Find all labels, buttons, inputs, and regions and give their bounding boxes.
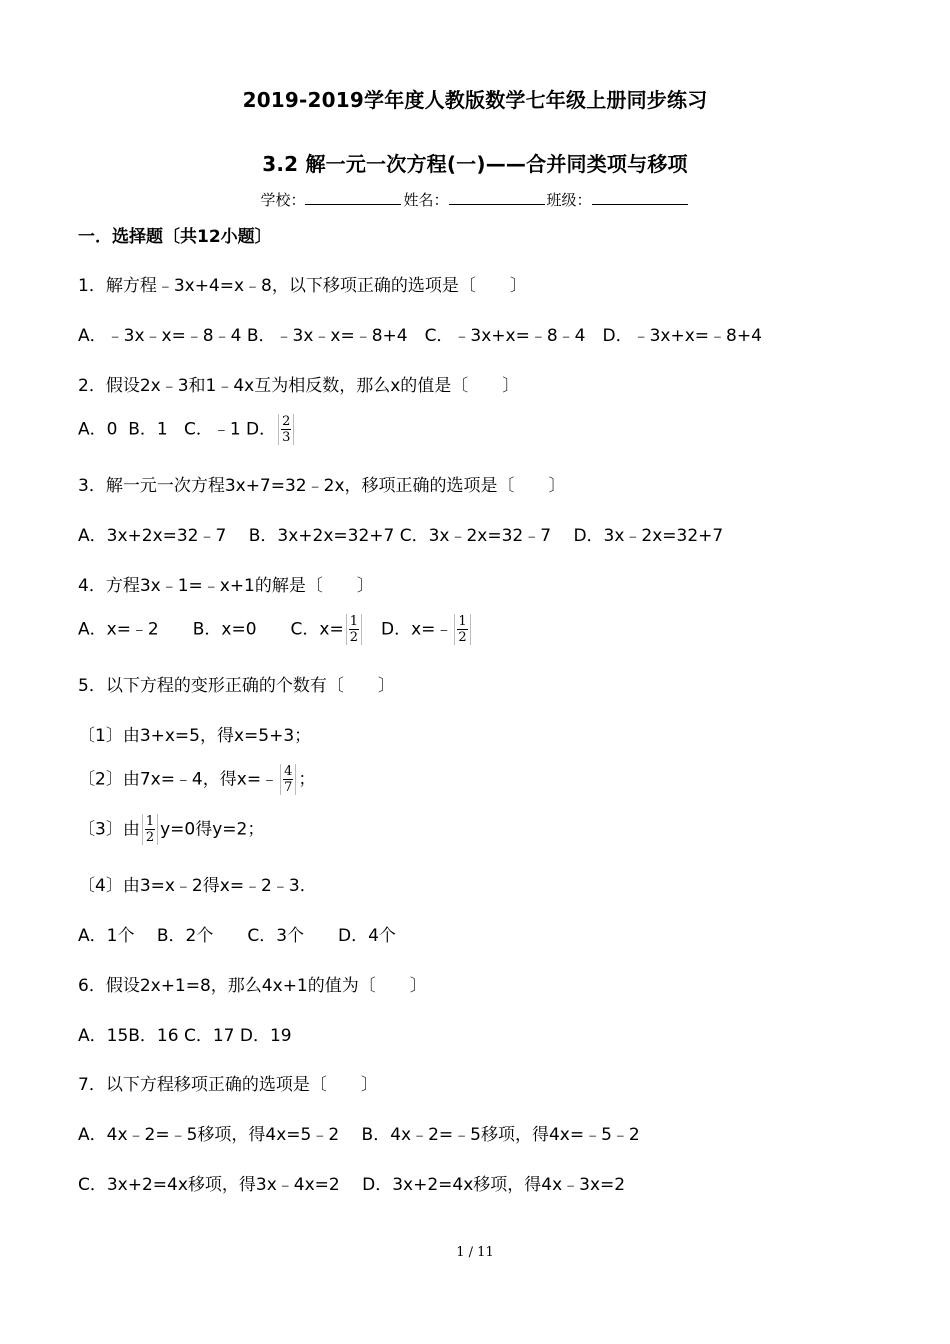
question-3-stem: 3．解一元一次方程3x+7=32﹣2x，移项正确的选项是〔 〕 — [78, 476, 566, 496]
item-3-text: 〔3〕由 — [78, 819, 140, 840]
page-number: 1 / 11 — [456, 1245, 494, 1260]
question-1-stem: 1．解方程﹣3x+4=x﹣8，以下移项正确的选项是〔 〕 — [78, 276, 527, 296]
class-label: 班级： — [546, 191, 592, 209]
question-6-options: A．15B．16 C．17 D．19 — [78, 1026, 292, 1046]
name-blank — [449, 190, 545, 205]
fraction-denominator: 7 — [284, 780, 293, 795]
question-7-options-cd: C．3x+2=4x移项，得3x﹣4x=2 D．3x+2=4x移项，得4x﹣3x=2 — [78, 1175, 626, 1195]
question-4-options-abc: A．x=﹣2 B．x=0 C．x= — [78, 619, 344, 640]
fraction-numerator: 2 — [282, 414, 291, 429]
class-blank — [592, 190, 688, 205]
student-info-row — [0, 189, 950, 210]
question-7-options-ab: A．4x﹣2=﹣5移项，得4x=5﹣2 B．4x﹣2=﹣5移项，得4x=﹣5﹣2 — [78, 1125, 640, 1145]
fraction-numerator: 1 — [145, 814, 155, 829]
question-5-item-3 — [78, 814, 264, 845]
fraction-denominator: 2 — [349, 630, 358, 645]
question-4-options — [78, 614, 473, 645]
fraction — [280, 764, 296, 795]
name-label: 姓名： — [403, 191, 449, 209]
fraction — [142, 814, 158, 845]
question-5-item-2 — [78, 764, 315, 795]
fraction-numerator: 4 — [284, 764, 293, 779]
fraction-denominator: 3 — [282, 430, 291, 445]
question-5-item-4: 〔4〕由3=x﹣2得x=﹣2﹣3． — [78, 876, 317, 896]
question-2-stem: 2．假设2x﹣3和1﹣4x互为相反数，那么x的值是〔 〕 — [78, 376, 520, 396]
question-2-options-text: A．0 B．1 C．﹣1 D． — [78, 419, 277, 440]
school-blank — [305, 190, 401, 205]
fraction-numerator: 1 — [349, 614, 358, 629]
fraction — [346, 614, 362, 645]
question-2-options — [78, 414, 296, 445]
fraction-denominator: 2 — [145, 830, 155, 845]
section-heading: 一．选择题〔共12小题〕 — [78, 227, 272, 247]
school-label: 学校： — [260, 191, 306, 209]
item-2-suffix: ； — [298, 769, 316, 790]
fraction-numerator: 1 — [458, 614, 467, 629]
fraction — [454, 614, 470, 645]
fraction — [278, 414, 294, 445]
document-subtitle: 3.2 解一元一次方程(一)——合并同类项与移项 — [262, 152, 688, 176]
question-5-stem: 5．以下方程的变形正确的个数有〔 〕 — [78, 676, 395, 696]
item-2-text: 〔2〕由7x=﹣4，得x=﹣ — [78, 769, 279, 790]
question-6-stem: 6．假设2x+1=8，那么4x+1的值为〔 〕 — [78, 976, 427, 996]
question-4-option-d: D．x=﹣ — [364, 619, 453, 640]
fraction-denominator: 2 — [458, 630, 467, 645]
question-5-item-1: 〔1〕由3+x=5，得x=5+3； — [78, 726, 312, 746]
question-1-options: A．﹣3x﹣x=﹣8﹣4 B．﹣3x﹣x=﹣8+4 C．﹣3x+x=﹣8﹣4 D．﹣3x+x=﹣8+4 — [78, 326, 762, 346]
question-3-options: A．3x+2x=32﹣7 B．3x+2x=32+7 C．3x﹣2x=32﹣7 D．3x﹣2x=32+7 — [78, 526, 724, 546]
document-title: 2019-2019学年度人教版数学七年级上册同步练习 — [242, 88, 708, 112]
question-7-stem: 7．以下方程移项正确的选项是〔 〕 — [78, 1075, 378, 1095]
question-5-options: A．1个 B．2个 C．3个 D．4个 — [78, 926, 396, 946]
item-3-suffix: y=0得y=2； — [160, 819, 265, 840]
question-4-stem: 4．方程3x﹣1=﹣x+1的解是〔 〕 — [78, 576, 374, 596]
